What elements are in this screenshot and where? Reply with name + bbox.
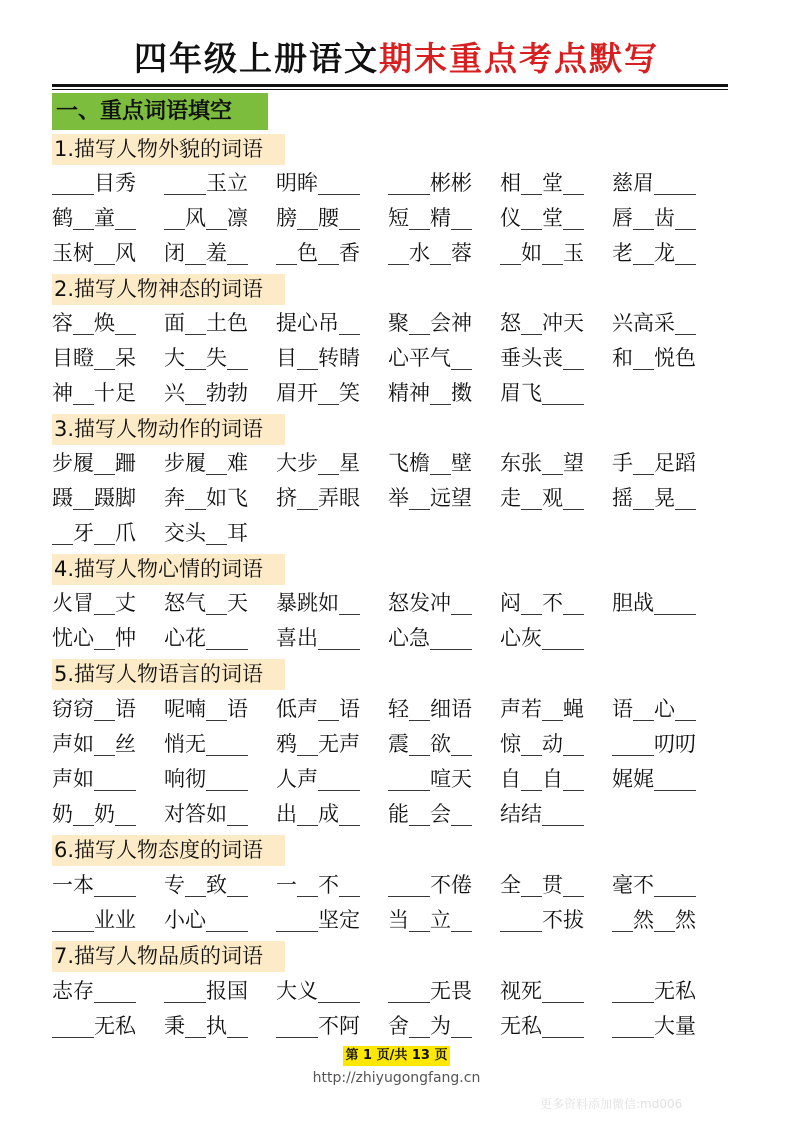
fill-in-word: 手__足蹈 (612, 451, 696, 475)
fill-in-word: 大步__星 (276, 451, 360, 475)
fill-in-word: 能__会__ (388, 802, 472, 826)
page-title (0, 38, 793, 80)
fill-in-word: 怒气__天 (164, 591, 248, 615)
fill-in-word: 娓娓____ (612, 767, 696, 791)
fill-in-word: 眉开__笑 (276, 381, 360, 405)
fill-in-word: 明眸____ (276, 171, 360, 195)
fill-in-word: 提心吊__ (276, 311, 360, 335)
fill-in-word: 心平气__ (388, 346, 472, 370)
category-label: 7.描写人物品质的词语 (52, 941, 285, 972)
fill-in-word: __然__然 (612, 908, 696, 932)
fill-in-word: 步履__难 (164, 451, 248, 475)
fill-in-word: 容__焕__ (52, 311, 136, 335)
fill-in-word: 步履__跚 (52, 451, 136, 475)
fill-in-word: 大__失__ (164, 346, 248, 370)
fill-in-word: 东张__望 (500, 451, 584, 475)
fill-in-word: 当__立__ (388, 908, 472, 932)
fill-in-word: 声如__丝 (52, 732, 136, 756)
fill-in-word: 眉飞____ (500, 381, 584, 405)
fill-in-word: 怒发冲__ (388, 591, 472, 615)
fill-in-word: 交头__耳 (164, 521, 248, 545)
title-rule-thick (52, 84, 728, 87)
fill-in-word: 飞檐__壁 (388, 451, 472, 475)
fill-in-word: 呢喃__语 (164, 697, 248, 721)
fill-in-word: ____无私 (612, 979, 696, 1003)
fill-in-word: 摇__晃__ (612, 486, 696, 510)
fill-in-word: 慈眉____ (612, 171, 696, 195)
fill-in-word: 人声____ (276, 767, 360, 791)
fill-in-word: ____大量 (612, 1014, 696, 1038)
footer-url[interactable]: http://zhiyugongfang.cn (312, 1070, 481, 1086)
fill-in-word: 小心____ (164, 908, 248, 932)
fill-in-word: ____目秀 (52, 171, 136, 195)
fill-in-word: __色__香 (276, 241, 360, 265)
fill-in-word: ____不倦 (388, 873, 472, 897)
fill-in-word: 唇__齿__ (612, 206, 696, 230)
fill-in-word: 毫不____ (612, 873, 696, 897)
fill-in-word: 鸦__无声 (276, 732, 360, 756)
fill-in-word: 一__不__ (276, 873, 360, 897)
fill-in-word: 轻__细语 (388, 697, 472, 721)
category-label: 3.描写人物动作的词语 (52, 414, 285, 445)
fill-in-word: __牙__爪 (52, 521, 136, 545)
fill-in-word: 低声__语 (276, 697, 360, 721)
fill-in-word: 心灰____ (500, 626, 584, 650)
fill-in-word: ____喧天 (388, 767, 472, 791)
fill-in-word: 奔__如飞 (164, 486, 248, 510)
fill-in-word: 玉树__风 (52, 241, 136, 265)
fill-in-word: 大义____ (276, 979, 360, 1003)
fill-in-word: 对答如__ (164, 802, 248, 826)
fill-in-word: 秉__执__ (164, 1014, 248, 1038)
fill-in-word: 目__转睛 (276, 346, 360, 370)
fill-in-word: 老__龙__ (612, 241, 696, 265)
fill-in-word: 自__自__ (500, 767, 584, 791)
fill-in-word: ____无畏 (388, 979, 472, 1003)
title-rule-thin (52, 89, 728, 90)
fill-in-word: 目瞪__呆 (52, 346, 136, 370)
fill-in-word: 震__欲__ (388, 732, 472, 756)
fill-in-word: 声若__蝇 (500, 697, 584, 721)
category-label: 6.描写人物态度的词语 (52, 835, 285, 866)
fill-in-word: 一本____ (52, 873, 136, 897)
fill-in-word: 惊__动__ (500, 732, 584, 756)
fill-in-word: 出__成__ (276, 802, 360, 826)
fill-in-word: 心急____ (388, 626, 472, 650)
fill-in-word: 举__远望 (388, 486, 472, 510)
fill-in-word: 窃窃__语 (52, 697, 136, 721)
fill-in-word: 奶__奶__ (52, 802, 136, 826)
fill-in-word: 结结____ (500, 802, 584, 826)
title-part-2: 期末重点考点默写 (379, 39, 659, 78)
fill-in-word: 面__土色 (164, 311, 248, 335)
fill-in-word: 响彻____ (164, 767, 248, 791)
category-label: 2.描写人物神态的词语 (52, 274, 285, 305)
fill-in-word: ____业业 (52, 908, 136, 932)
fill-in-word: 声如____ (52, 767, 136, 791)
fill-in-word: __风__凛 (164, 206, 248, 230)
fill-in-word: 和__悦色 (612, 346, 696, 370)
fill-in-word: 短__精__ (388, 206, 472, 230)
fill-in-word: ____玉立 (164, 171, 248, 195)
fill-in-word: 暴跳如__ (276, 591, 360, 615)
title-part-1: 四年级上册语文 (134, 39, 379, 78)
fill-in-word: ____彬彬 (388, 171, 472, 195)
fill-in-word: ____无私 (52, 1014, 136, 1038)
page-number: 第 1 页/共 13 页 (343, 1046, 450, 1066)
fill-in-word: ____不拔 (500, 908, 584, 932)
fill-in-word: 鹤__童__ (52, 206, 136, 230)
category-label: 5.描写人物语言的词语 (52, 659, 285, 690)
fill-in-word: 垂头丧__ (500, 346, 584, 370)
fill-in-word: 闷__不__ (500, 591, 584, 615)
fill-in-word: 喜出____ (276, 626, 360, 650)
fill-in-word: 忧心__忡 (52, 626, 136, 650)
watermark: 更多资料添加微信:md006 (540, 1097, 683, 1111)
fill-in-word: 精神__擞 (388, 381, 472, 405)
fill-in-word: __如__玉 (500, 241, 584, 265)
fill-in-word: 舍__为__ (388, 1014, 472, 1038)
fill-in-word: 膀__腰__ (276, 206, 360, 230)
fill-in-word: 火冒__丈 (52, 591, 136, 615)
fill-in-word: 走__观__ (500, 486, 584, 510)
fill-in-word: 仪__堂__ (500, 206, 584, 230)
category-label: 4.描写人物心情的词语 (52, 554, 285, 585)
fill-in-word: ____叨叨 (612, 732, 696, 756)
fill-in-word: 专__致__ (164, 873, 248, 897)
fill-in-word: 聚__会神 (388, 311, 472, 335)
fill-in-word: 怒__冲天 (500, 311, 584, 335)
fill-in-word: ____不阿 (276, 1014, 360, 1038)
fill-in-word: 无私____ (500, 1014, 584, 1038)
fill-in-word: 挤__弄眼 (276, 486, 360, 510)
fill-in-word: 蹑__蹑脚 (52, 486, 136, 510)
fill-in-word: ____报国 (164, 979, 248, 1003)
category-label: 1.描写人物外貌的词语 (52, 134, 285, 165)
fill-in-word: 心花____ (164, 626, 248, 650)
fill-in-word: 相__堂__ (500, 171, 584, 195)
fill-in-word: 全__贯__ (500, 873, 584, 897)
fill-in-word: 悄无____ (164, 732, 248, 756)
fill-in-word: 志存____ (52, 979, 136, 1003)
fill-in-word: 闭__羞__ (164, 241, 248, 265)
fill-in-word: 兴高采__ (612, 311, 696, 335)
fill-in-word: 视死____ (500, 979, 584, 1003)
fill-in-word: 语__心__ (612, 697, 696, 721)
fill-in-word: 神__十足 (52, 381, 136, 405)
fill-in-word: 兴__勃勃 (164, 381, 248, 405)
fill-in-word: __水__蓉 (388, 241, 472, 265)
fill-in-word: 胆战____ (612, 591, 696, 615)
section-heading: 一、重点词语填空 (52, 93, 268, 130)
fill-in-word: ____坚定 (276, 908, 360, 932)
